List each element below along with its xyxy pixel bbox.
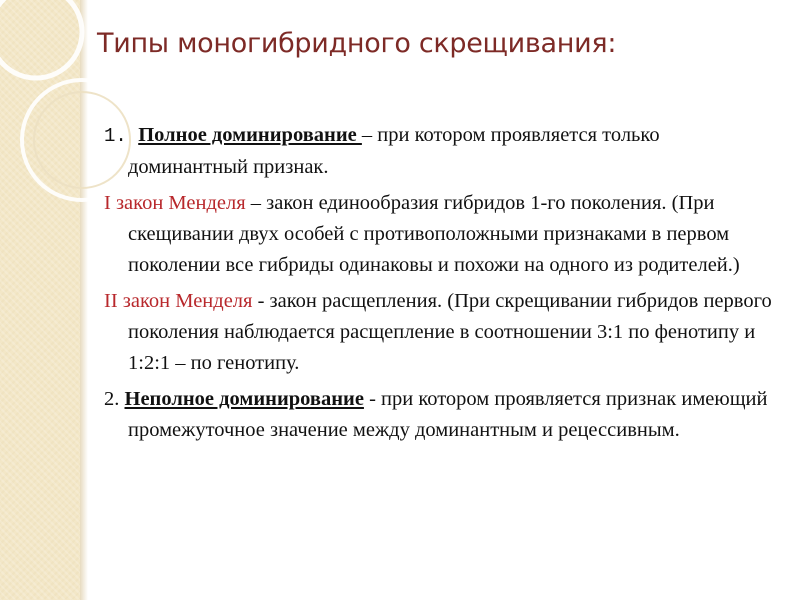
paragraph-incomplete-dominance (104, 384, 784, 446)
item-number-2: 2. (104, 388, 125, 410)
paragraph-mendel-second-law (104, 286, 784, 379)
description-incomplete-dominance: - при котором проявляется признак имеющий промежуточное значение между доминантным и рецессивным. (128, 388, 768, 441)
paragraph-mendel-first-law (104, 188, 784, 281)
mendel-first-law-name: I закон Менделя (104, 192, 246, 214)
term-incomplete-dominance: Неполное доминирование (124, 388, 364, 410)
term-complete-dominance: Полное доминирование (138, 124, 362, 146)
slide-body (104, 120, 784, 451)
mendel-first-law-description: – закон единообразия гибридов 1-го поколения. (При скещивании двух особей с противоположными признаками в первом поколении все гибриды одинаковы и похожи на одного из родителей.) (128, 192, 740, 276)
slide-title: Типы моногибридного скрещивания: (97, 28, 617, 59)
paragraph-complete-dominance (104, 120, 784, 183)
item-number-1: 1. (104, 125, 139, 147)
mendel-second-law-description: - закон расщепления. (При скрещивании гибридов первого поколения наблюдается расщепление в соотношении 3:1 по фенотипу и 1:2:1 – по генотипу. (128, 290, 772, 374)
description-complete-dominance: – при котором проявляется только доминантный признак. (128, 124, 660, 178)
mendel-second-law-name: II закон Менделя (104, 290, 253, 312)
